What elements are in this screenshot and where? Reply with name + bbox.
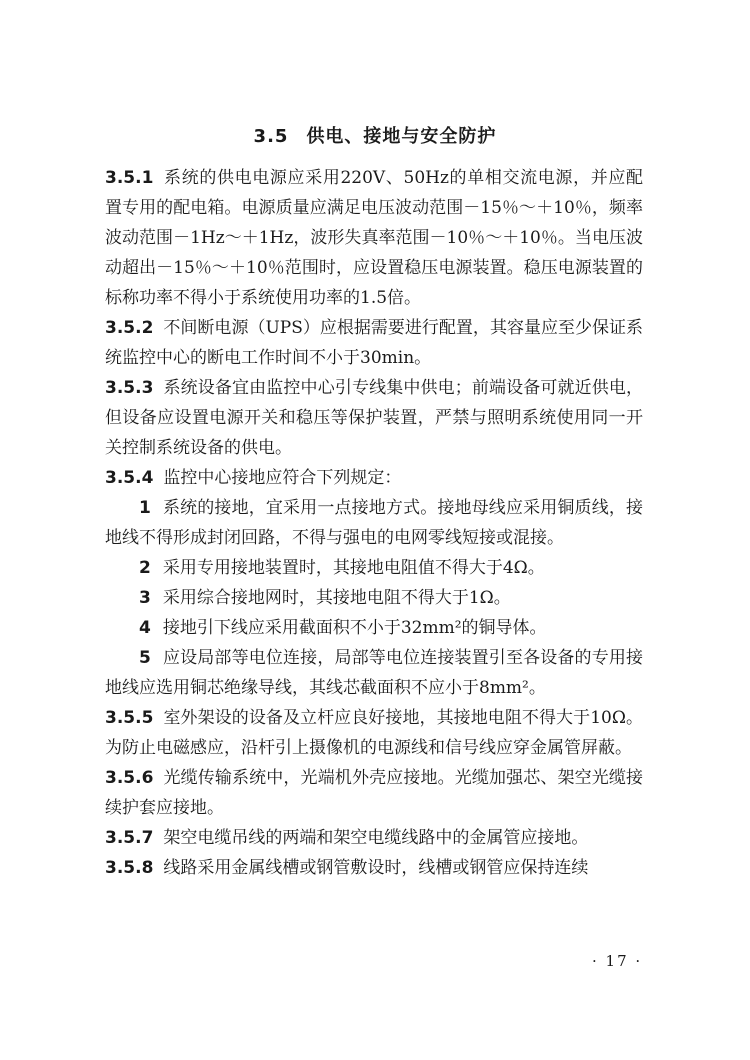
clause-3-5-4-item-4 <box>105 613 643 643</box>
clause-text: 光缆传输系统中，光端机外壳应接地。光缆加强芯、架空光缆接续护套应接地。 <box>105 768 643 818</box>
clause-number: 3.5.4 <box>105 468 154 488</box>
clause-number: 3.5.1 <box>105 168 154 188</box>
clause-3-5-8 <box>105 853 643 883</box>
clause-text: 不间断电源（UPS）应根据需要进行配置，其容量应至少保证系统监控中心的断电工作时间不小于30min。 <box>105 318 643 368</box>
clause-3-5-2 <box>105 313 643 373</box>
clause-text: 监控中心接地应符合下列规定： <box>163 468 402 488</box>
section-number: 3.5 <box>253 126 289 147</box>
clause-3-5-3 <box>105 373 643 463</box>
clause-number: 3.5.3 <box>105 378 154 398</box>
section-title <box>0 122 750 148</box>
clause-3-5-4-item-5 <box>105 643 643 703</box>
clause-number: 3.5.2 <box>105 318 154 338</box>
item-text: 系统的接地，宜采用一点接地方式。接地母线应采用铜质线，接地线不得形成封闭回路，不得与强电的电网零线短接或混接。 <box>105 498 643 548</box>
clause-number: 3.5.8 <box>105 858 154 878</box>
page-number: · 17 · <box>592 952 643 970</box>
clause-number: 3.5.5 <box>105 708 154 728</box>
item-number: 1 <box>139 498 151 518</box>
clause-text: 系统的供电电源应采用220V、50Hz的单相交流电源，并应配置专用的配电箱。电源质量应满足电压波动范围－15％～＋10％，频率波动范围－1Hz～＋1Hz，波形失真率范围－10％～＋10％。当电压波动超出－15％～＋10％范围时，应设置稳压电源装置。稳压电源装置的标称功率不得小于系统使用功率的1.5倍。 <box>105 168 643 308</box>
item-text: 采用专用接地装置时，其接地电阻值不得大于4Ω。 <box>162 558 545 578</box>
clause-text: 室外架设的设备及立杆应良好接地，其接地电阻不得大于10Ω。为防止电磁感应，沿杆引上摄像机的电源线和信号线应穿金属管屏蔽。 <box>105 708 643 758</box>
clause-number: 3.5.6 <box>105 768 154 788</box>
clause-3-5-4-item-3 <box>105 583 643 613</box>
item-number: 5 <box>139 648 151 668</box>
section-title-text: 供电、接地与安全防护 <box>306 126 497 147</box>
section-body <box>105 163 643 883</box>
clause-3-5-4-item-1 <box>105 493 643 553</box>
clause-3-5-4 <box>105 463 643 493</box>
clause-text: 线路采用金属线槽或钢管敷设时，线槽或钢管应保持连续 <box>163 858 589 878</box>
clause-3-5-4-item-2 <box>105 553 643 583</box>
item-number: 3 <box>139 588 151 608</box>
item-number: 4 <box>139 618 151 638</box>
clause-number: 3.5.7 <box>105 828 154 848</box>
item-text: 接地引下线应采用截面积不小于32mm²的铜导体。 <box>162 618 547 638</box>
item-text: 应设局部等电位连接，局部等电位连接装置引至各设备的专用接地线应选用铜芯绝缘导线，其线芯截面积不应小于8mm²。 <box>105 648 643 698</box>
clause-3-5-6 <box>105 763 643 823</box>
clause-text: 架空电缆吊线的两端和架空电缆线路中的金属管应接地。 <box>163 828 589 848</box>
clause-3-5-7 <box>105 823 643 853</box>
clause-3-5-5 <box>105 703 643 763</box>
clause-text: 系统设备宜由监控中心引专线集中供电；前端设备可就近供电，但设备应设置电源开关和稳压等保护装置，严禁与照明系统使用同一开关控制系统设备的供电。 <box>105 378 643 458</box>
item-number: 2 <box>139 558 151 578</box>
item-text: 采用综合接地网时，其接地电阻不得大于1Ω。 <box>162 588 511 608</box>
clause-3-5-1 <box>105 163 643 313</box>
